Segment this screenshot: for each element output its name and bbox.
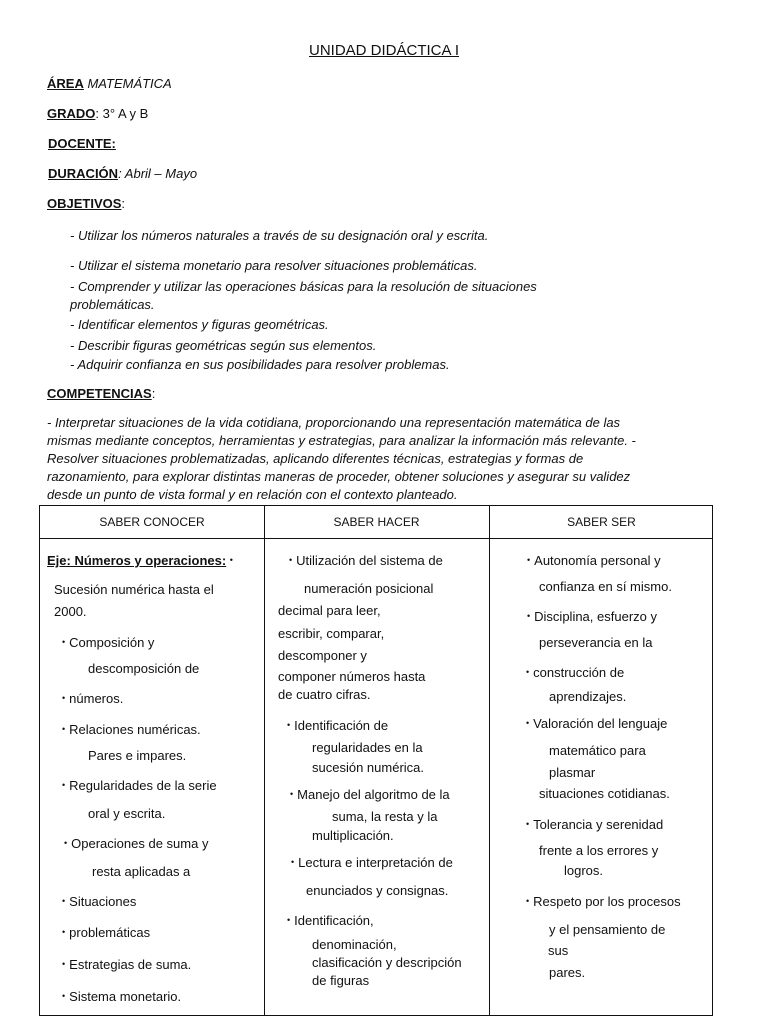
conocer-line: • Composición y <box>62 635 154 650</box>
ser-line: logros. <box>564 863 604 878</box>
ser-line: • construcción de <box>526 665 624 680</box>
ser-line: y el pensamiento de <box>549 922 666 937</box>
area-label: ÁREA <box>47 76 84 91</box>
ser-line: frente a los errores y <box>539 843 659 858</box>
eje-heading: Eje: Números y operaciones: • <box>47 553 233 568</box>
grado-label: GRADO <box>47 106 96 121</box>
competencias-line: - Interpretar situaciones de la vida cotidiana, proporcionando una representación matemática de las <box>47 415 621 430</box>
conocer-line: • Regularidades de la serie <box>62 778 217 793</box>
hacer-line: enunciados y consignas. <box>306 883 449 898</box>
objetivo-item: - Identificar elementos y figuras geométricas. <box>70 317 329 332</box>
ser-line: aprendizajes. <box>549 689 627 704</box>
docente-label: DOCENTE: <box>48 136 116 151</box>
ser-line: • Tolerancia y serenidad <box>526 817 663 832</box>
header-divider <box>40 538 712 539</box>
hacer-line: • Utilización del sistema de <box>289 553 443 568</box>
ser-line: • Valoración del lenguaje <box>526 716 667 731</box>
duracion-label: DURACIÓN <box>48 166 119 181</box>
hacer-line: • Identificación, <box>287 913 374 928</box>
objetivo-item: - Utilizar el sistema monetario para resolver situaciones problemáticas. <box>70 258 478 273</box>
competencias-heading: COMPETENCIAS: <box>47 386 156 401</box>
ser-line: plasmar <box>549 765 596 780</box>
objetivo-item: - Utilizar los números naturales a través de su designación oral y escrita. <box>70 228 489 243</box>
hacer-line: de figuras <box>312 973 370 988</box>
ser-line: confianza en sí mismo. <box>539 579 672 594</box>
ser-line: pares. <box>549 965 586 980</box>
conocer-line: • Relaciones numéricas. <box>62 722 201 737</box>
page-title: UNIDAD DIDÁCTICA I <box>308 42 459 59</box>
conocer-line: • Estrategias de suma. <box>62 957 191 972</box>
ser-line: perseverancia en la <box>539 635 653 650</box>
conocer-line: oral y escrita. <box>88 806 166 821</box>
objetivo-item: - Adquirir confianza en sus posibilidades para resolver problemas. <box>70 357 450 372</box>
duracion-value: : Abril – Mayo <box>118 166 198 181</box>
hacer-line: escribir, comparar, <box>278 626 385 641</box>
objetivo-item: - Describir figuras geométricas según sus elementos. <box>70 338 377 353</box>
competencias-text <box>47 414 692 504</box>
conocer-line: resta aplicadas a <box>92 864 191 879</box>
hacer-line: de cuatro cifras. <box>278 687 371 702</box>
ser-line: • Disciplina, esfuerzo y <box>527 609 657 624</box>
objetivos-heading: OBJETIVOS: <box>47 196 126 211</box>
column-divider <box>264 506 265 1015</box>
conocer-line: • Operaciones de suma y <box>64 836 208 851</box>
conocer-line: • problemáticas <box>62 925 150 940</box>
header-saber-conocer: SABER CONOCER <box>99 515 205 529</box>
duracion-field <box>48 166 197 181</box>
conocer-line: • Sistema monetario. <box>62 989 181 1004</box>
area-field <box>47 76 172 91</box>
competencias-label: COMPETENCIAS <box>47 386 152 401</box>
conocer-line: 2000. <box>54 604 87 619</box>
hacer-line: numeración posicional <box>304 581 434 596</box>
hacer-line: regularidades en la <box>312 740 423 755</box>
competencias-line: desde un punto de vista formal y en relación con el contexto planteado. <box>47 487 458 502</box>
conocer-line: • Situaciones <box>62 894 136 909</box>
objetivos-label: OBJETIVOS <box>47 196 122 211</box>
hacer-line: • Lectura e interpretación de <box>291 855 453 870</box>
saberes-table <box>39 505 713 1016</box>
objetivo-item: - Comprender y utilizar las operaciones básicas para la resolución de situaciones <box>70 279 537 294</box>
hacer-line: • Manejo del algoritmo de la <box>290 787 450 802</box>
objetivo-item: problemáticas. <box>70 297 155 312</box>
column-divider <box>489 506 490 1015</box>
area-value: MATEMÁTICA <box>87 76 172 91</box>
competencias-line: razonamiento, para explorar distintas maneras de proceder, obtener soluciones y asegurar su validez <box>47 469 631 484</box>
docente-field <box>48 136 116 151</box>
hacer-line: clasificación y descripción <box>312 955 462 970</box>
ser-line: • Autonomía personal y <box>527 553 661 568</box>
competencias-line: mismas mediante conceptos, herramientas y estrategias, para analizar la información más relevante. - <box>47 433 636 448</box>
header-saber-ser: SABER SER <box>567 515 636 529</box>
conocer-line: Sucesión numérica hasta el <box>54 582 214 597</box>
grado-value: : 3° A y B <box>95 106 149 121</box>
hacer-line: denominación, <box>312 937 397 952</box>
hacer-line: suma, la resta y la <box>332 809 438 824</box>
ser-line: sus <box>548 943 569 958</box>
ser-line: matemático para <box>549 743 646 758</box>
hacer-line: componer números hasta <box>278 669 426 684</box>
conocer-line: Pares e impares. <box>88 748 187 763</box>
header-saber-hacer: SABER HACER <box>333 515 420 529</box>
hacer-line: • Identificación de <box>287 718 388 733</box>
grado-field <box>47 106 148 121</box>
hacer-line: decimal para leer, <box>278 603 381 618</box>
conocer-line: • números. <box>62 691 123 706</box>
ser-line: situaciones cotidianas. <box>539 786 670 801</box>
hacer-line: multiplicación. <box>312 828 394 843</box>
hacer-line: descomponer y <box>278 648 367 663</box>
ser-line: • Respeto por los procesos <box>526 894 681 909</box>
competencias-line: Resolver situaciones problematizadas, aplicando diferentes técnicas, estrategias y formas de <box>47 451 584 466</box>
conocer-line: descomposición de <box>88 661 200 676</box>
hacer-line: sucesión numérica. <box>312 760 424 775</box>
